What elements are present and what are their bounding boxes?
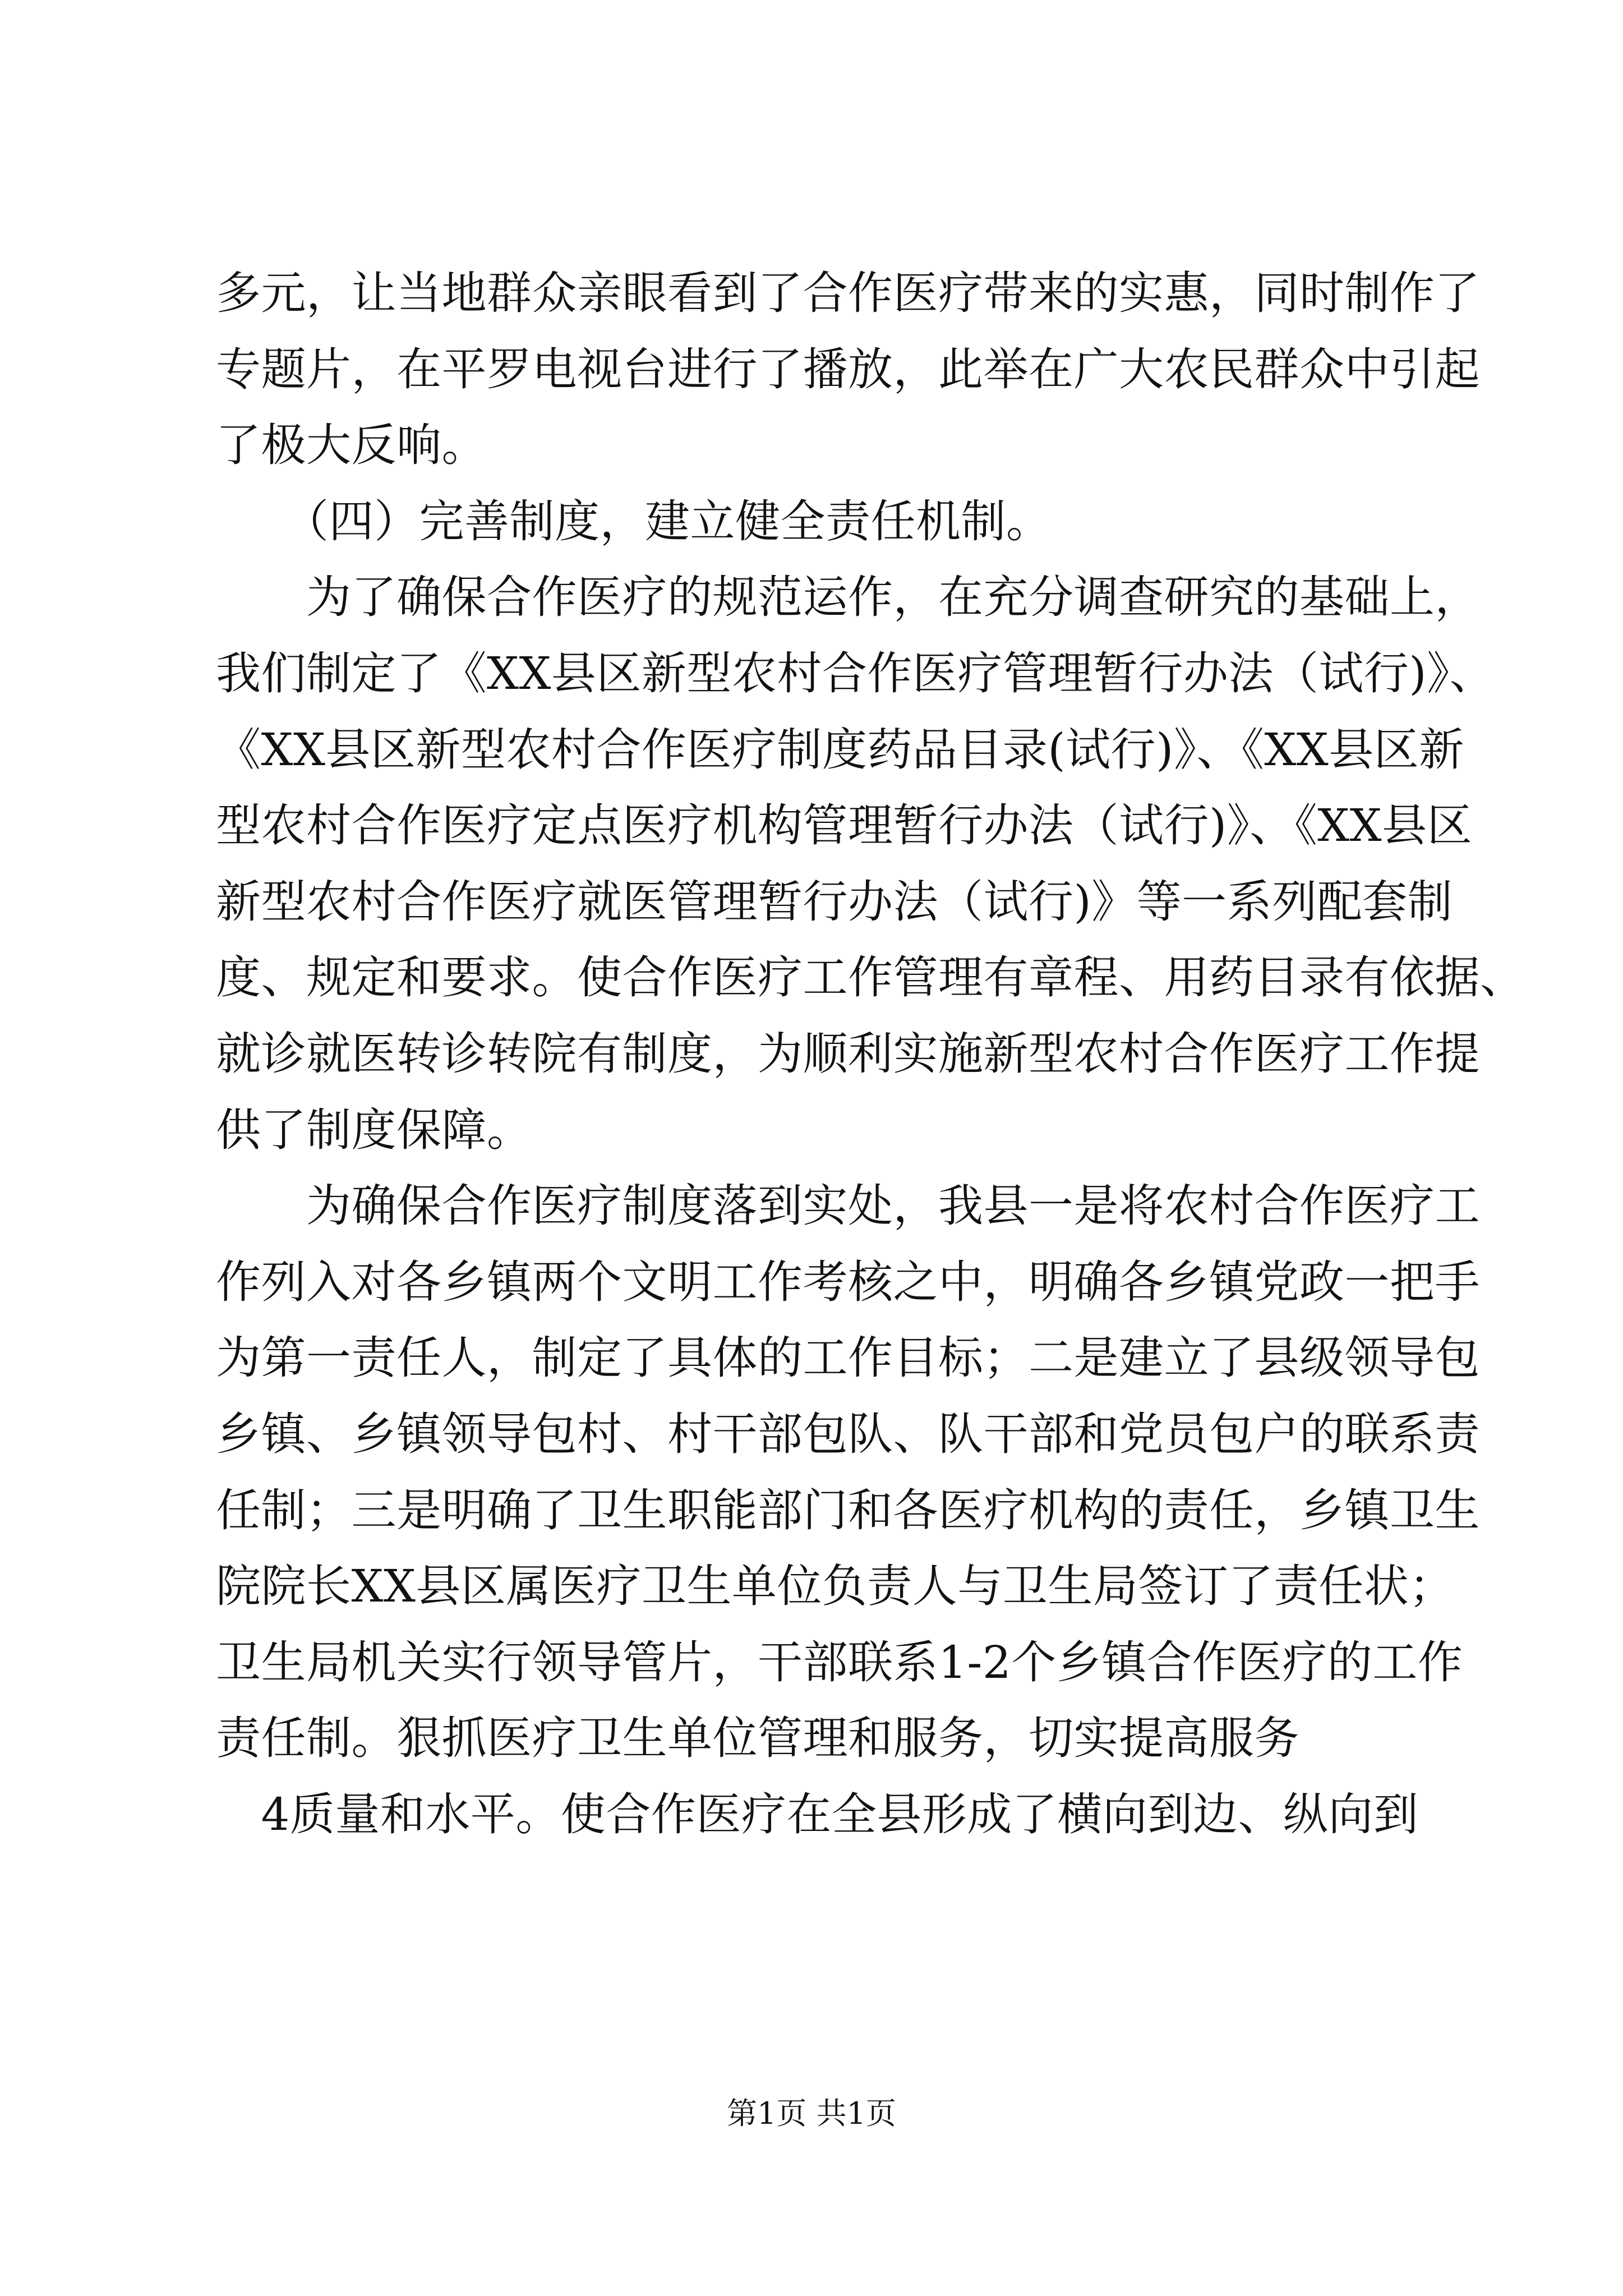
text-line: 作列入对各乡镇两个文明工作考核之中，明确各乡镇党政一把手 [216, 1255, 1480, 1308]
text-line: 供了制度保障。 [216, 1103, 532, 1156]
text-line: 了极大反响。 [216, 419, 487, 472]
text-line: 我们制定了《XX县区新型农村合作医疗管理暂行办法（试行)》、 [216, 647, 1495, 700]
text-line: 卫生局机关实行领导管片，干部联系1-2个乡镇合作医疗的工作 [216, 1636, 1463, 1688]
text-line: 乡镇、乡镇领导包村、村干部包队、队干部和党员包户的联系责 [216, 1407, 1480, 1460]
text-line: 多元，让当地群众亲眼看到了合作医疗带来的实惠，同时制作了 [216, 267, 1480, 319]
text-line: 院院长XX县区属医疗卫生单位负责人与卫生局签订了责任状； [216, 1560, 1454, 1613]
text-line: 《XX县区新型农村合作医疗制度药品目录(试行)》、《XX县区新 [216, 723, 1464, 776]
body-text [216, 255, 1525, 1852]
text-line: 为第一责任人，制定了具体的工作目标；二是建立了县级领导包 [216, 1332, 1480, 1384]
text-line: 专题片，在平罗电视台进行了播放，此举在广大农民群众中引起 [216, 343, 1480, 395]
text-line: 度、规定和要求。使合作医疗工作管理有章程、用药目录有依据、 [216, 951, 1525, 1004]
text-line: 型农村合作医疗定点医疗机构管理暂行办法（试行)》、《XX县区 [216, 799, 1473, 852]
text-line: 责任制。狠抓医疗卫生单位管理和服务，切实提高服务 [216, 1712, 1299, 1765]
page-number-footer: 第1页 共1页 [727, 2096, 896, 2131]
section-heading: （四）完善制度，建立健全责任机制。 [216, 495, 1052, 547]
text-line: 任制；三是明确了卫生职能部门和各医疗机构的责任，乡镇卫生 [216, 1484, 1480, 1536]
text-line: 新型农村合作医疗就医管理暂行办法（试行)》等一系列配套制 [216, 875, 1453, 928]
text-line: 就诊就医转诊转院有制度，为顺利实施新型农村合作医疗工作提 [216, 1027, 1480, 1080]
text-line: 为确保合作医疗制度落到实处，我县一是将农村合作医疗工 [216, 1180, 1480, 1232]
text-line: 为了确保合作医疗的规范运作，在充分调查研究的基础上， [216, 571, 1480, 624]
text-line: 4质量和水平。使合作医疗在全县形成了横向到边、纵向到 [216, 1788, 1419, 1841]
